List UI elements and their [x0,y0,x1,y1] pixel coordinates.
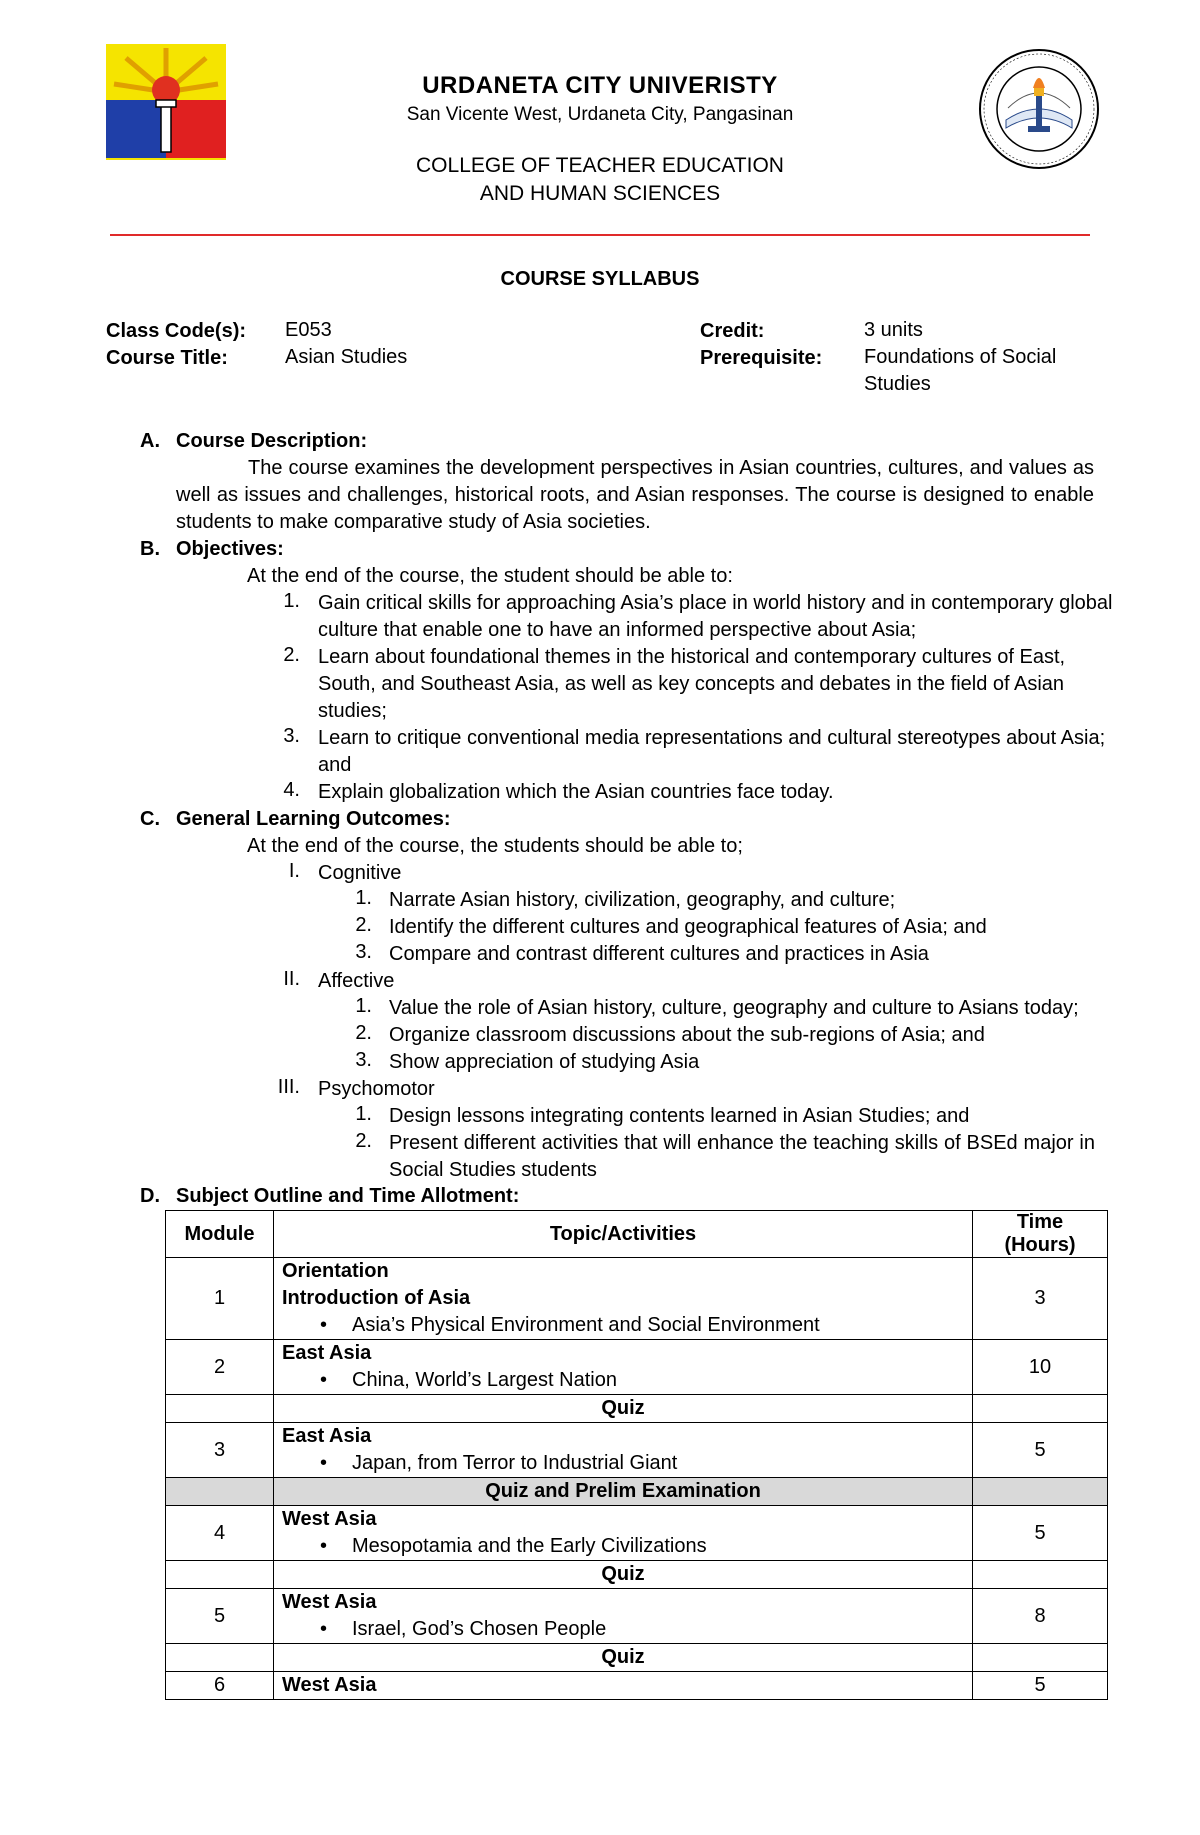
subject-outline-table [165,1210,1108,1700]
domain-number: II. [283,968,300,990]
topic-heading: West Asia [282,1674,377,1696]
topic-heading: East Asia [282,1425,372,1447]
table-row [166,1506,1108,1561]
column-header: Topic/Activities [274,1211,973,1258]
objective-line: Learn about foundational themes in the historical and contemporary cultures of East, [318,646,1066,668]
section-letter: D. [140,1185,160,1207]
outcome-number: 1. [355,995,372,1017]
time-cell: 5 [973,1423,1108,1478]
outcome-number: 2. [355,1130,372,1152]
college-seal [978,48,1100,170]
prerequisite-line2: Studies [864,373,931,395]
topic-bullet-text: Mesopotamia and the Early Civilizations [352,1535,707,1557]
section-letter: C. [140,808,160,830]
module-cell [166,1561,274,1589]
module-cell [166,1478,274,1506]
quiz-cell: Quiz [274,1395,973,1423]
course-description [176,455,1094,536]
time-cell [973,1561,1108,1589]
table-row [166,1672,1108,1700]
module-cell: 1 [166,1258,274,1340]
outcome-line: Present different activities that will enhance the teaching skills of BSEd major in [389,1132,1095,1154]
domain-name: Affective [318,970,395,992]
topic-bullet [282,1533,964,1560]
quiz-row [166,1644,1108,1672]
course-title-label: Course Title: [106,347,228,369]
document-title: COURSE SYLLABUS [500,268,700,290]
table-header-row [166,1211,1108,1258]
outcomes-intro: At the end of the course, the students should be able to; [247,835,743,857]
topic-bullet [282,1367,964,1394]
section-letter: A. [140,430,160,452]
topic-heading: West Asia [282,1591,377,1613]
outcome-item: Show appreciation of studying Asia [389,1051,700,1073]
prerequisite-label: Prerequisite: [700,347,823,369]
topic-heading: East Asia [282,1342,372,1364]
column-header: Time (Hours) [973,1211,1108,1258]
time-cell [973,1395,1108,1423]
topic-heading: Introduction of Asia [282,1287,471,1309]
prerequisite-line1: Foundations of Social [864,346,1057,368]
domain-name: Psychomotor [318,1078,435,1100]
time-cell: 8 [973,1589,1108,1644]
module-cell: 3 [166,1423,274,1478]
module-cell: 2 [166,1340,274,1395]
module-cell: 6 [166,1672,274,1700]
topic-heading: Orientation [282,1260,389,1282]
objective-number: 1. [283,590,300,612]
table-row [166,1340,1108,1395]
time-cell: 10 [973,1340,1108,1395]
outcome-number: 1. [355,887,372,909]
section-a-heading [140,430,367,453]
credit-label: Credit: [700,320,765,342]
outcome-item: Value the role of Asian history, culture, geography and culture to Asians today; [389,997,1079,1019]
topic-cell [274,1423,973,1478]
topic-cell [274,1672,973,1700]
topic-cell [274,1340,973,1395]
description-line: students to make comparative study of Asia societies. [176,511,651,533]
table-row [166,1589,1108,1644]
class-code-label: Class Code(s): [106,320,247,342]
quiz-cell: Quiz [274,1644,973,1672]
section-d-heading [140,1185,519,1208]
outcome-number: 2. [355,1022,372,1044]
topic-bullet [282,1616,964,1643]
module-cell [166,1395,274,1423]
outcome-item: Identify the different cultures and geographical features of Asia; and [389,916,987,938]
domain-number: III. [277,1076,300,1098]
course-title-value: Asian Studies [285,346,408,368]
topic-heading: West Asia [282,1508,377,1530]
topic-bullet-text: Israel, God’s Chosen People [352,1618,607,1640]
topic-bullet-text: Asia’s Physical Environment and Social Environment [352,1314,820,1336]
header-divider [110,234,1090,236]
section-letter: B. [140,538,160,560]
college-name-line1: COLLEGE OF TEACHER EDUCATION [416,154,784,177]
description-line: well as issues and challenges, historical roots, and Asian responses. The course is designed to enable [176,484,1094,506]
topic-bullet-text: China, World’s Largest Nation [352,1369,617,1391]
objective-item [318,590,1118,644]
university-address: San Vicente West, Urdaneta City, Pangasinan [406,104,794,125]
domain-number: I. [288,860,300,882]
objective-number: 4. [283,779,300,801]
domain-name: Cognitive [318,862,402,884]
objective-item [318,725,1118,779]
objective-line: South, and Southeast Asia, as well as key concepts and debates in the field of Asian [318,673,1065,695]
section-c-heading [140,808,451,831]
topic-cell [274,1506,973,1561]
exam-cell: Quiz and Prelim Examination [274,1478,973,1506]
column-header: Module [166,1211,274,1258]
outcome-item: Compare and contrast different cultures and practices in Asia [389,943,929,965]
module-cell: 4 [166,1506,274,1561]
objective-line: studies; [318,700,387,722]
objective-line: Gain critical skills for approaching Asia’s place in world history and in contemporary global [318,592,1113,614]
objective-line: Explain globalization which the Asian countries face today. [318,781,834,803]
table-row [166,1258,1108,1340]
time-cell [973,1644,1108,1672]
section-title: General Learning Outcomes: [176,808,451,830]
outcome-item: Organize classroom discussions about the sub-regions of Asia; and [389,1024,985,1046]
college-name-line2: AND HUMAN SCIENCES [479,182,721,205]
objective-number: 3. [283,725,300,747]
university-name: URDANETA CITY UNIVERISTY [422,72,778,99]
university-logo [104,42,228,162]
objective-number: 2. [283,644,300,666]
outcome-line: Social Studies students [389,1159,597,1181]
time-cell: 3 [973,1258,1108,1340]
outcome-item: Design lessons integrating contents learned in Asian Studies; and [389,1105,970,1127]
credit-value: 3 units [864,319,923,341]
section-b-heading [140,538,284,561]
quiz-row [166,1395,1108,1423]
outcome-number: 3. [355,941,372,963]
description-line: The course examines the development perspectives in Asian countries, cultures, and values as [248,457,1094,479]
time-cell [973,1478,1108,1506]
outcome-number: 2. [355,914,372,936]
outcome-item [389,1130,1095,1184]
class-code-value: E053 [285,319,332,341]
objective-item [318,779,1118,806]
objective-line: and [318,754,352,776]
quiz-row [166,1561,1108,1589]
prerequisite-value [864,344,1056,398]
module-cell: 5 [166,1589,274,1644]
exam-row [166,1478,1108,1506]
section-title: Course Description: [176,430,368,452]
topic-cell [274,1258,973,1340]
quiz-cell: Quiz [274,1561,973,1589]
outcome-item: Narrate Asian history, civilization, geography, and culture; [389,889,896,911]
topic-bullet-text: Japan, from Terror to Industrial Giant [352,1452,678,1474]
topic-bullet [282,1450,964,1477]
outcome-number: 1. [355,1103,372,1125]
section-title: Subject Outline and Time Allotment: [176,1185,520,1207]
objective-line: culture that enable one to have an informed perspective about Asia; [318,619,917,641]
module-cell [166,1644,274,1672]
time-cell: 5 [973,1506,1108,1561]
college-name [250,152,950,208]
table-row [166,1423,1108,1478]
topic-bullet [282,1312,964,1339]
objectives-intro: At the end of the course, the student should be able to: [247,565,733,587]
topic-cell [274,1589,973,1644]
section-title: Objectives: [176,538,284,560]
time-cell: 5 [973,1672,1108,1700]
objective-item [318,644,1118,725]
outcome-number: 3. [355,1049,372,1071]
objective-line: Learn to critique conventional media representations and cultural stereotypes about Asia; [318,727,1106,749]
